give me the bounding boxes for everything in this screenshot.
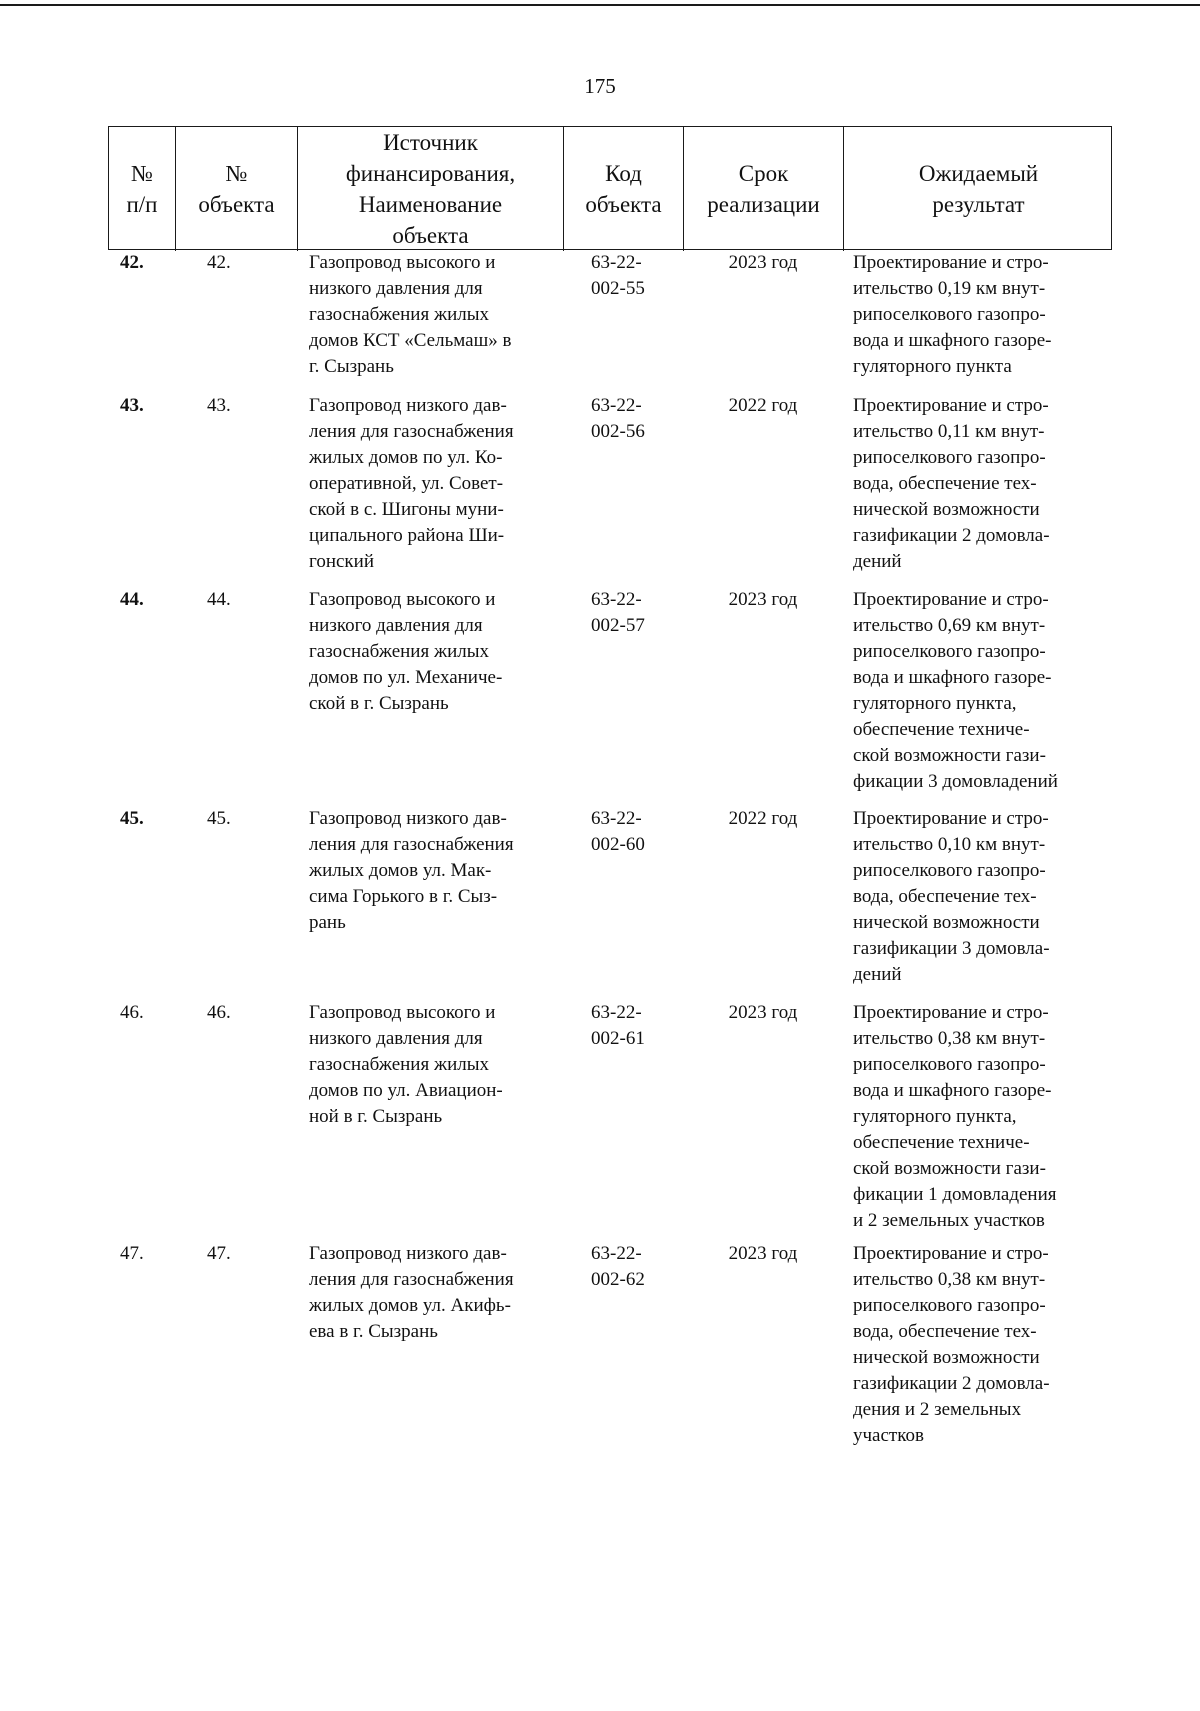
cell-line: ской возможности гази- <box>853 1158 1046 1179</box>
cell-line: Проектирование и стро- <box>853 252 1049 273</box>
cell-line: вода и шкафного газоре- <box>853 667 1052 688</box>
cell-line: оперативной, ул. Совет- <box>309 473 504 494</box>
row-number: 42. <box>120 252 144 273</box>
cell-line: ления для газоснабжения <box>309 834 514 855</box>
cell-line: и 2 земельных участков <box>853 1210 1045 1231</box>
cell-line: ления для газоснабжения <box>309 421 514 442</box>
row-number: 44. <box>120 589 144 610</box>
cell-line: 002-55 <box>591 278 645 299</box>
table-header <box>108 126 1112 250</box>
cell-line: Газопровод низкого дав- <box>309 808 507 829</box>
cell-line: 63-22- <box>591 1243 642 1264</box>
cell-line: Проектирование и стро- <box>853 1002 1049 1023</box>
object-name <box>297 806 563 1000</box>
cell-line: газоснабжения жилых <box>309 304 489 325</box>
table-row <box>108 587 1112 806</box>
header-object-number: № объекта <box>176 127 298 251</box>
cell-line: дений <box>853 551 902 572</box>
object-number: 46. <box>207 1002 231 1023</box>
header-term: Срок реализации <box>684 127 844 251</box>
object-code <box>563 806 683 1000</box>
object-code <box>563 250 683 393</box>
cell-line: г. Сызрань <box>309 356 394 377</box>
cell-line: дений <box>853 964 902 985</box>
cell-line: 63-22- <box>591 808 642 829</box>
implementation-term: 2023 год <box>728 589 798 610</box>
row-number: 47. <box>120 1243 144 1264</box>
expected-result <box>843 393 1112 587</box>
cell-line: ципального района Ши- <box>309 525 505 546</box>
implementation-term: 2022 год <box>728 395 798 416</box>
expected-result <box>843 806 1112 1000</box>
cell-line: газоснабжения жилых <box>309 641 489 662</box>
object-code <box>563 1241 683 1481</box>
cell-line: вода, обеспечение тех- <box>853 886 1037 907</box>
cell-line: домов по ул. Механиче- <box>309 667 503 688</box>
cell-line: жилых домов по ул. Ко- <box>309 447 503 468</box>
header-object-code: Код объекта <box>564 127 684 251</box>
cell-line: обеспечение техниче- <box>853 1132 1030 1153</box>
object-name <box>297 1000 563 1241</box>
cell-line: Газопровод высокого и <box>309 1002 496 1023</box>
cell-line: ской в с. Шигоны муни- <box>309 499 504 520</box>
cell-line: жилых домов ул. Мак- <box>309 860 492 881</box>
cell-line: Проектирование и стро- <box>853 808 1049 829</box>
cell-line: вода, обеспечение тех- <box>853 473 1037 494</box>
cell-line: Проектирование и стро- <box>853 395 1049 416</box>
cell-line: рипоселкового газопро- <box>853 860 1046 881</box>
cell-line: 002-62 <box>591 1269 645 1290</box>
object-number: 42. <box>207 252 231 273</box>
cell-line: ской в г. Сызрань <box>309 693 449 714</box>
cell-line: 63-22- <box>591 589 642 610</box>
cell-line: рипоселкового газопро- <box>853 1295 1046 1316</box>
cell-line: рань <box>309 912 346 933</box>
header-expected-result: Ожидаемый результат <box>918 161 1039 217</box>
object-name <box>297 587 563 806</box>
table-row <box>108 1000 1112 1241</box>
cell-line: дения и 2 земельных <box>853 1399 1022 1420</box>
objects-table <box>108 126 1112 1481</box>
cell-line: сима Горького в г. Сыз- <box>309 886 498 907</box>
cell-line: газоснабжения жилых <box>309 1054 489 1075</box>
cell-line: жилых домов ул. Акифь- <box>309 1295 511 1316</box>
cell-line: домов по ул. Авиацион- <box>309 1080 503 1101</box>
cell-line: гонский <box>309 551 374 572</box>
cell-line: вода и шкафного газоре- <box>853 330 1052 351</box>
row-number: 45. <box>120 808 144 829</box>
page-number: 175 <box>584 74 616 98</box>
cell-line: рипоселкового газопро- <box>853 447 1046 468</box>
cell-line: ева в г. Сызрань <box>309 1321 438 1342</box>
row-number: 43. <box>120 395 144 416</box>
cell-line: гуляторного пункта <box>853 356 1012 377</box>
object-code <box>563 1000 683 1241</box>
object-name <box>297 1241 563 1481</box>
cell-line: Проектирование и стро- <box>853 589 1049 610</box>
cell-line: Газопровод высокого и <box>309 589 496 610</box>
cell-line: рипоселкового газопро- <box>853 304 1046 325</box>
cell-line: Газопровод высокого и <box>309 252 496 273</box>
implementation-term: 2023 год <box>728 252 798 273</box>
object-code <box>563 393 683 587</box>
implementation-term: 2023 год <box>728 1002 798 1023</box>
implementation-term: 2022 год <box>728 808 798 829</box>
cell-line: гуляторного пункта, <box>853 693 1017 714</box>
scan-edge-line <box>0 0 1200 6</box>
cell-line: ительство 0,10 км внут- <box>853 834 1046 855</box>
object-number: 43. <box>207 395 231 416</box>
header-source-name: Источник финансирования, Наименование объекта <box>298 127 564 251</box>
cell-line: ительство 0,38 км внут- <box>853 1028 1046 1049</box>
cell-line: участков <box>853 1425 924 1446</box>
cell-line: низкого давления для <box>309 1028 483 1049</box>
cell-line: ительство 0,19 км внут- <box>853 278 1046 299</box>
cell-line: 63-22- <box>591 1002 642 1023</box>
cell-line: домов КСТ «Сельмаш» в <box>309 330 512 351</box>
cell-line: ительство 0,38 км внут- <box>853 1269 1046 1290</box>
cell-line: 002-57 <box>591 615 645 636</box>
object-name <box>297 250 563 393</box>
table-row <box>108 250 1112 393</box>
expected-result <box>843 250 1112 393</box>
cell-line: 002-61 <box>591 1028 645 1049</box>
object-number: 44. <box>207 589 231 610</box>
header-row-number: № п/п <box>109 127 176 251</box>
cell-line: гуляторного пункта, <box>853 1106 1017 1127</box>
cell-line: нической возможности <box>853 912 1040 933</box>
object-number: 47. <box>207 1243 231 1264</box>
object-number: 45. <box>207 808 231 829</box>
implementation-term: 2023 год <box>728 1243 798 1264</box>
cell-line: нической возможности <box>853 499 1040 520</box>
cell-line: ительство 0,69 км внут- <box>853 615 1046 636</box>
cell-line: фикации 1 домовладения <box>853 1184 1057 1205</box>
cell-line: Газопровод низкого дав- <box>309 1243 507 1264</box>
cell-line: нической возможности <box>853 1347 1040 1368</box>
expected-result <box>843 1000 1112 1241</box>
cell-line: 63-22- <box>591 252 642 273</box>
cell-line: фикации 3 домовладений <box>853 771 1058 792</box>
cell-line: ской возможности гази- <box>853 745 1046 766</box>
cell-line: ной в г. Сызрань <box>309 1106 443 1127</box>
cell-line: газификации 2 домовла- <box>853 1373 1050 1394</box>
cell-line: низкого давления для <box>309 278 483 299</box>
expected-result <box>843 587 1112 806</box>
cell-line: Проектирование и стро- <box>853 1243 1049 1264</box>
cell-line: вода, обеспечение тех- <box>853 1321 1037 1342</box>
cell-line: вода и шкафного газоре- <box>853 1080 1052 1101</box>
cell-line: ительство 0,11 км внут- <box>853 421 1045 442</box>
cell-line: газификации 3 домовла- <box>853 938 1050 959</box>
cell-line: низкого давления для <box>309 615 483 636</box>
expected-result <box>843 1241 1112 1481</box>
cell-line: Газопровод низкого дав- <box>309 395 507 416</box>
cell-line: рипоселкового газопро- <box>853 641 1046 662</box>
cell-line: 002-60 <box>591 834 645 855</box>
cell-line: 63-22- <box>591 395 642 416</box>
object-name <box>297 393 563 587</box>
table-body <box>108 250 1112 1481</box>
cell-line: газификации 2 домовла- <box>853 525 1050 546</box>
cell-line: ления для газоснабжения <box>309 1269 514 1290</box>
cell-line: обеспечение техниче- <box>853 719 1030 740</box>
row-number: 46. <box>120 1002 144 1023</box>
table-row <box>108 1241 1112 1481</box>
cell-line: рипоселкового газопро- <box>853 1054 1046 1075</box>
cell-line: 002-56 <box>591 421 645 442</box>
table-row <box>108 806 1112 1000</box>
table-row <box>108 393 1112 587</box>
object-code <box>563 587 683 806</box>
